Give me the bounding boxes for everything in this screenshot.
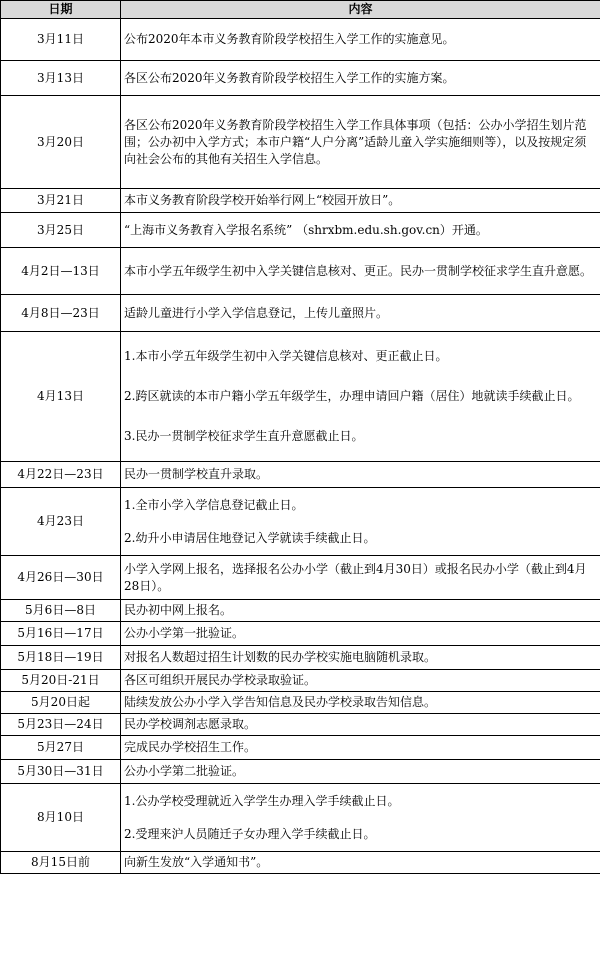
date-cell: 3月13日 — [1, 61, 121, 96]
date-cell: 5月27日 — [1, 736, 121, 760]
content-cell — [121, 714, 600, 736]
content-item: 本市义务教育阶段学校开始举行网上“校园开放日”。 — [124, 193, 401, 207]
date-cell: 3月25日 — [1, 213, 121, 248]
date-cell: 4月8日—23日 — [1, 295, 121, 332]
content-cell — [121, 61, 600, 96]
content-cell — [121, 19, 600, 61]
content-column-header: 内容 — [121, 1, 600, 19]
date-cell: 4月23日 — [1, 488, 121, 556]
content-item: 1.公办学校受理就近入学学生办理入学手续截止日。 — [124, 793, 400, 808]
table-row — [1, 646, 600, 670]
content-item: 民办学校调剂志愿录取。 — [124, 717, 257, 731]
date-column-header: 日期 — [1, 1, 121, 19]
content-item: “上海市义务教育入学报名系统” （shrxbm.edu.sh.gov.cn）开通。 — [124, 222, 488, 237]
table-row — [1, 213, 600, 248]
content-item: 3.民办一贯制学校征求学生直升意愿截止日。 — [124, 429, 364, 443]
table-row — [1, 61, 600, 96]
table-row — [1, 96, 600, 189]
content-cell — [121, 96, 600, 189]
content-cell — [121, 760, 600, 784]
table-row — [1, 714, 600, 736]
content-item: 民办初中网上报名。 — [124, 603, 233, 617]
content-item: 本市小学五年级学生初中入学关键信息核对、更正。民办一贯制学校征求学生直升意愿。 — [124, 263, 593, 278]
table-row — [1, 736, 600, 760]
date-cell: 8月15日前 — [1, 852, 121, 874]
date-cell: 5月20日起 — [1, 692, 121, 714]
table-row — [1, 784, 600, 852]
table-row — [1, 332, 600, 462]
table-row — [1, 600, 600, 622]
content-item: 向新生发放“入学通知书”。 — [124, 855, 269, 869]
content-cell — [121, 462, 600, 488]
content-cell — [121, 852, 600, 874]
content-cell — [121, 622, 600, 646]
table-row — [1, 488, 600, 556]
header-row — [1, 1, 600, 19]
content-item: 完成民办学校招生工作。 — [124, 740, 257, 754]
table-row — [1, 248, 600, 295]
content-cell — [121, 692, 600, 714]
table-row — [1, 852, 600, 874]
content-item: 2.幼升小申请居住地登记入学就读手续截止日。 — [124, 530, 376, 545]
content-cell — [121, 600, 600, 622]
content-item: 民办一贯制学校直升录取。 — [124, 467, 269, 481]
content-cell — [121, 213, 600, 248]
content-cell — [121, 646, 600, 670]
table-row — [1, 189, 600, 213]
table-row — [1, 622, 600, 646]
content-item: 2.跨区就读的本市户籍小学五年级学生，办理申请回户籍（居住）地就读手续截止日。 — [124, 389, 580, 403]
content-item: 各区可组织开展民办学校录取验证。 — [124, 673, 317, 687]
content-item: 适龄儿童进行小学入学信息登记，上传儿童照片。 — [124, 305, 389, 320]
content-item: 公布2020年本市义务教育阶段学校招生入学工作的实施意见。 — [124, 32, 455, 46]
content-item: 各区公布2020年义务教育阶段学校招生入学工作具体事项（包括：公办小学招生划片范围；公办初中入学方式；本市户籍“人户分离”适龄儿童入学实施细则等），以及按规定须向社会公布的其他有关招生入学信息。 — [124, 117, 587, 166]
date-cell: 5月18日—19日 — [1, 646, 121, 670]
date-cell: 4月26日—30日 — [1, 556, 121, 600]
date-cell: 8月10日 — [1, 784, 121, 852]
date-cell: 4月13日 — [1, 332, 121, 462]
table-row — [1, 19, 600, 61]
content-cell — [121, 189, 600, 213]
date-cell: 3月21日 — [1, 189, 121, 213]
content-cell — [121, 784, 600, 852]
table-row — [1, 670, 600, 692]
content-cell — [121, 556, 600, 600]
content-cell — [121, 248, 600, 295]
content-item: 1.全市小学入学信息登记截止日。 — [124, 497, 304, 512]
table-row — [1, 462, 600, 488]
content-item: 公办小学第二批验证。 — [124, 764, 245, 778]
date-cell: 3月20日 — [1, 96, 121, 189]
content-cell — [121, 295, 600, 332]
content-item: 各区公布2020年义务教育阶段学校招生入学工作的实施方案。 — [124, 70, 455, 85]
date-cell: 3月11日 — [1, 19, 121, 61]
content-cell — [121, 488, 600, 556]
table-row — [1, 760, 600, 784]
date-cell: 5月30日—31日 — [1, 760, 121, 784]
content-cell — [121, 670, 600, 692]
date-cell: 4月2日—13日 — [1, 248, 121, 295]
table-row — [1, 692, 600, 714]
table-row — [1, 295, 600, 332]
date-cell: 4月22日—23日 — [1, 462, 121, 488]
content-cell — [121, 736, 600, 760]
content-item: 2.受理来沪人员随迁子女办理入学手续截止日。 — [124, 826, 376, 841]
content-item: 公办小学第一批验证。 — [124, 626, 245, 640]
date-cell: 5月23日—24日 — [1, 714, 121, 736]
table-row — [1, 556, 600, 600]
date-cell: 5月16日—17日 — [1, 622, 121, 646]
date-cell: 5月20日-21日 — [1, 670, 121, 692]
content-item: 陆续发放公办小学入学告知信息及民办学校录取告知信息。 — [124, 695, 437, 709]
date-cell: 5月6日—8日 — [1, 600, 121, 622]
content-item: 小学入学网上报名，选择报名公办小学（截止到4月30日）或报名民办小学（截止到4月28日）。 — [124, 561, 587, 593]
content-item: 1.本市小学五年级学生初中入学关键信息核对、更正截止日。 — [124, 349, 448, 363]
content-item: 对报名人数超过招生计划数的民办学校实施电脑随机录取。 — [124, 650, 437, 664]
content-cell — [121, 332, 600, 462]
